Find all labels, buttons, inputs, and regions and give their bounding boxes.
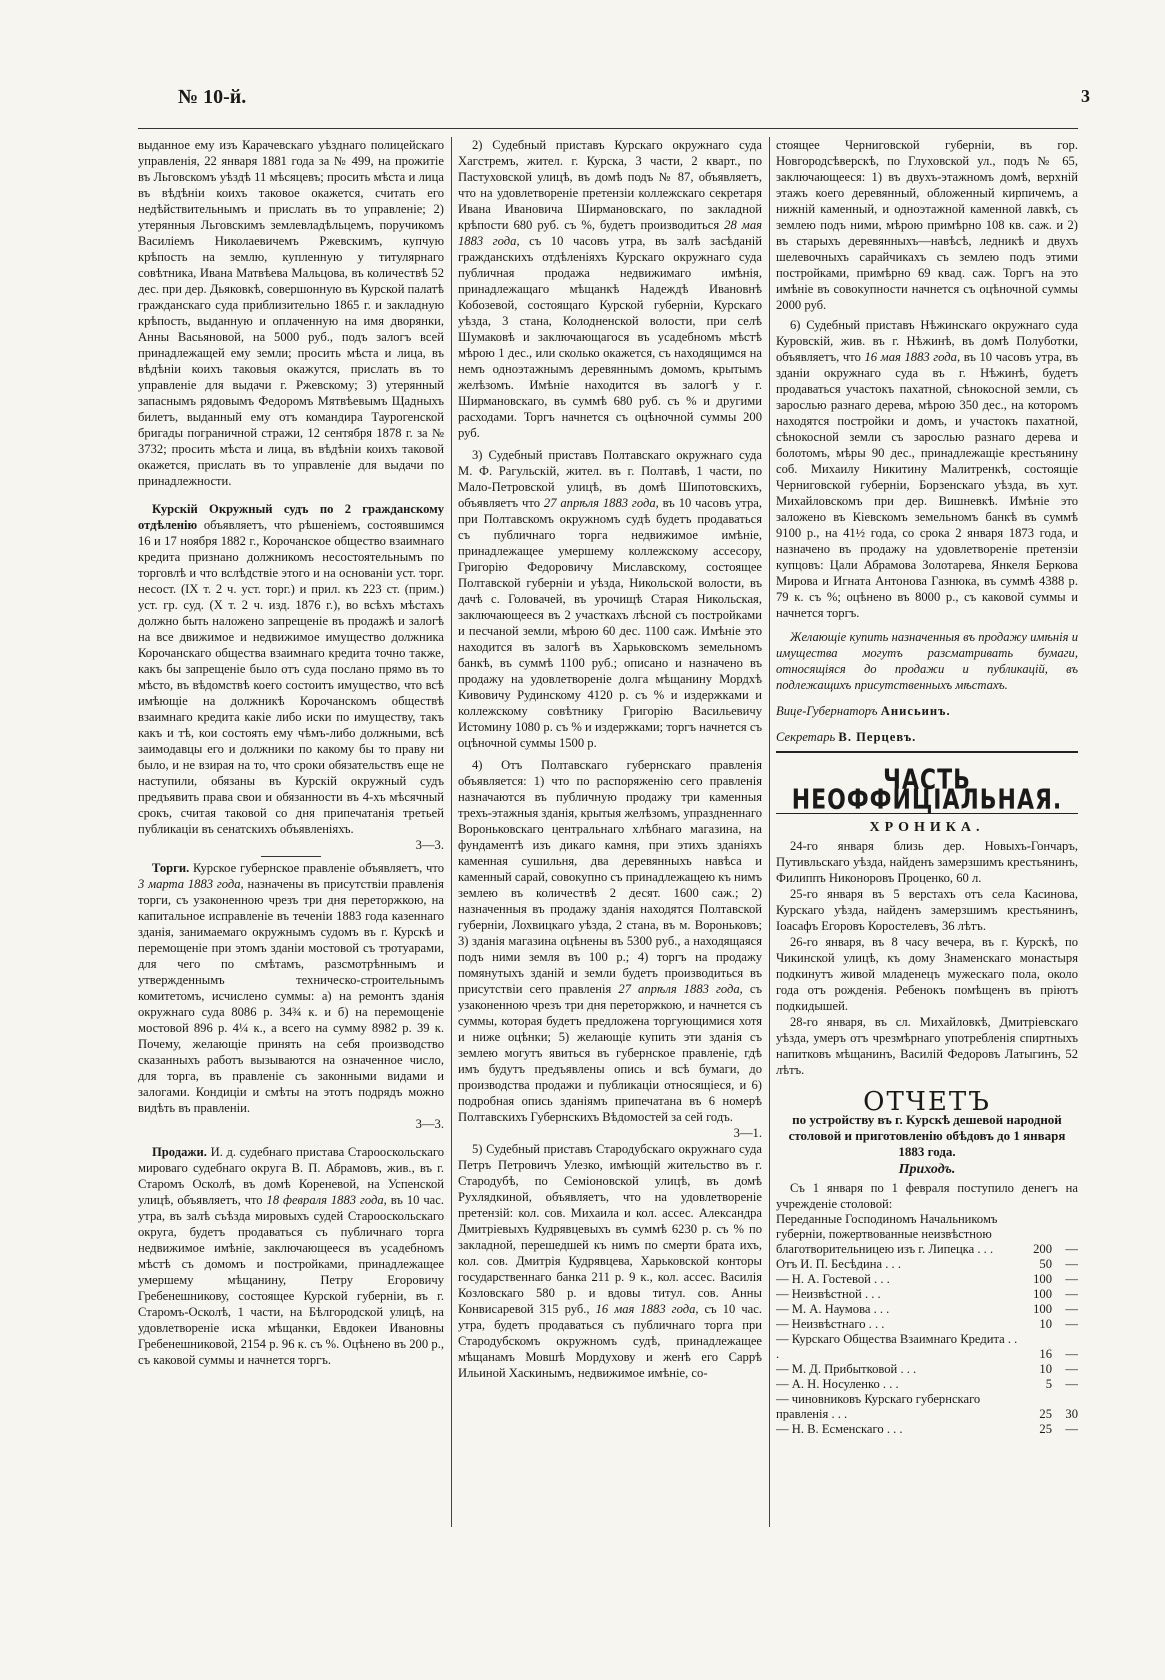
amount-kopecks: — (1065, 1302, 1078, 1316)
amount-rubles: 16 (1039, 1347, 1052, 1361)
auction-notice: Торги. Курское губернское правленіе объявляетъ, что 3 марта 1883 года, назначены въ присутствіи правленія торги, съ узаконенною чрезъ три дня переторжкою, на капитальное исправленіе въ теченіи 1883 года казеннаго зданія, занимаемаго окружнымъ судомъ въ г. Курскѣ и перемощеніе при этомъ зданіи мостовой съ тротуарами, для чего по смѣтамъ, разсмотрѣннымъ и утвержденнымъ техническо-строительнымъ комитетомъ, исчислено суммы: а) на ремонтъ зданія окружнаго суда 8086 р. 34¾ к. и б) на перемощеніе мостовой 896 р. 4¼ к., а всего на сумму 8982 р. 39 к. Почему, желающіе принять на себя производство сказанныхъ работъ вызываются на означенное число, для торга, въ правленіе съ законными видами и залогами. Кондиціи и смѣты на этотъ подрядъ можно видѣть въ правленіи. 3—3. (138, 861, 444, 1131)
report-title: ОТЧЕТЪ (863, 1087, 991, 1117)
table-row (776, 1317, 1078, 1332)
sales-heading: Продажи. (152, 1145, 207, 1159)
notice-paragraph: выданное ему изъ Карачевскаго уѣзднаго полицейскаго управленія, 22 января 1881 года за № 499, на прожитіе въ Льговскомъ уѣздѣ 11 мѣсяцевъ; просить мѣста и лица въ вѣдѣніи коихъ таковое окажется, считать его недѣйствительнымъ и прислать въ то управленіе; 2) утерянныя Льговскимъ землевладѣльцемъ, поручикомъ Василіемъ Николаевичемъ Ржевскимъ, купчую крѣпость на землю, купленную у титулярнаго совѣтника, Ивана Матвѣева Мальцова, въ количествѣ 52 дес. при дер. Дьяковкѣ, совершонную въ Курской палатѣ гражданскаго суда приблизительно 1865 г. и закладную крѣпость, выданную и оплаченную на имя дворянки, Анны Васьяновой, на 5000 руб., подъ залогъ всей принадлежащей ему земли; просить мѣста и лица, въ вѣдѣніи коихъ таковыя окажутся, прислать въ то управленіе для выдачи г. Ржевскому; 3) утерянный запаснымъ рядовымъ Федоромъ Мятвѣевымъ Щадныхъ билетъ, выданный ему отъ командира Таурогенской бригады пограничной стражи, 12 сентября 1878 г. за № 3732; просить мѣста и лица, въ вѣдѣніи коихъ таковой окажется, прислать въ то управленіе для выдачи по принадлежности. (138, 138, 444, 488)
amount-kopecks: 30 (1065, 1407, 1078, 1421)
issue-number: № 10-й. (178, 86, 247, 108)
column-2 (458, 137, 762, 1527)
sale-notice-3: 3) Судебный приставъ Полтавскаго окружнаго суда М. Ф. Рагульскій, жител. въ г. Полтавѣ, 1 части, по Мало-Петровской улицѣ, въ домѣ Шипотовскихъ, объявляетъ что 27 апрѣля 1883 года, въ 10 часовъ утра, при Полтавскомъ окружномъ судѣ будетъ продаваться съ публичнаго торга недвижимое имѣніе, принадлежащее умершему коллежскому ассесору, Григорію Федоровичу Миславскому, состоящее Полтавской губерніи и уѣзда, Никольской волости, въ дачѣ с. Головачей, въ урочищѣ Старая Никольская, заключающееся въ 2 участкахъ лѣсной съ постройками и песчаной земли, мѣрою 60 дес. 1100 саж. Имѣніе это находится въ залогѣ въ Харьковскомъ земельномъ банкѣ, въ суммѣ 1100 руб.; описано и назначено въ продажу на удовлетвореніе долга мѣщанину Мордхѣ Кивовичу Рудинскому 4120 р. съ % и издержками и коллежскому совѣтнику Григорію Васильевичу Истомину 1080 р. съ % и издержками; торгъ начнется съ оцѣночной суммы 1500 р. (458, 448, 762, 750)
amount-kopecks: — (1065, 1347, 1078, 1361)
closing-note: Желающіе купить назначенныя въ продажу имѣнія и имущества могутъ разсматривать бумаги, относящіяся до продажи и публикацій, въ подлежащихъ присутственныхъ мѣстахъ. (776, 630, 1078, 692)
publication-count: 3—3. (415, 1117, 444, 1131)
column-rule (769, 137, 770, 1527)
table-row (776, 1422, 1078, 1437)
donor-name: — М. А. Наумова . . . (776, 1302, 890, 1316)
amount-rubles: 100 (1033, 1302, 1052, 1316)
table-row (776, 1332, 1078, 1362)
amount-rubles: 10 (1039, 1317, 1052, 1331)
amount-kopecks: — (1065, 1272, 1078, 1286)
sale-notice-6: 6) Судебный приставъ Нѣжинскаго окружнаго суда Куровскій, жив. въ г. Нѣжинѣ, въ домѣ Полуботки, объявляетъ, что 16 мая 1883 года, въ 10 часовъ утра, въ зданіи окружнаго суда въ г. Нѣжинѣ, будетъ продаваться участокъ пахатной, сѣнокосной земли, съ зарослью разнаго дерева, мѣрою 350 дес., на которомъ находятся постройки и домъ, и участокъ пахатной, сѣнокосной земли съ зарослью разнаго дерева и болотомъ, мѣры 90 дес., принадлежащіе крестьянину соб. Михаилу Никитину Малитренкѣ, состоящіе Черниговской губерніи, Борзенскаго уѣзда, въ хут. Михайловскомъ при дер. Вишневкѣ. Имѣніе это заложено въ Кіевскомъ земельномъ банкѣ въ суммѣ 9100 р., на 41½ года, со срока 2 января 1873 года, и назначено въ продажу на удовлетвореніе претензіи купцовъ: Цали Абрамова Золотарева, Янкеля Беркова Мирова и Игната Антонова Газнюка, въ суммѣ 4388 р. 79 к. съ %; оцѣнено въ 8000 р., съ каковой суммы и начнется торгъ. (776, 318, 1078, 620)
newspaper-page (138, 84, 1090, 1544)
sale-notice-continued: стоящее Черниговской губерніи, въ гор. Новгородсѣверскѣ, по Глуховской ул., подъ № 65, заключающееся: 1) въ двухъ-этажномъ домѣ, верхній этажъ коего деревянный, обложенный кирпичемъ, а нижній каменный, и одноэтажной каменной лавкѣ, съ землею подъ ними, мѣрою примѣрно 108 кв. саж. и 2) въ старыхъ деревянныхъ—навѣсѣ, ледникѣ и двухъ шелевочныхъ сарайчикахъ съ землею подъ этими постройками, примѣрно 69 квад. саж. Торгъ на это имѣніе въ совокупности начнется съ оцѣночной суммы 2000 руб. (776, 138, 1078, 312)
court-notice-heading: Курскій Окружный судъ по 2 гражданскому отдѣленію (138, 502, 444, 532)
amount-rubles: 25 (1039, 1422, 1052, 1436)
unofficial-section-title: ЧАСТЬ НЕОФФИЦІАЛЬНАЯ. (791, 764, 1063, 816)
column-rule (451, 137, 452, 1527)
publication-count: 3—3. (415, 838, 444, 852)
divider (261, 856, 321, 857)
chronicle-item: 25-го января въ 5 верстахъ отъ села Касинова, Курскаго уѣзда, найденъ замерзшимъ крестьянинъ, Іоасафъ Егоровъ Коростелевъ, 36 лѣтъ. (776, 887, 1078, 933)
chronicle-item: 24-го января близь дер. Новыхъ-Гончаръ, Путивльскаго уѣзда, найденъ замерзшимъ крестьянинъ, Филиппъ Никоноровъ Проценко, 60 л. (776, 839, 1078, 885)
income-heading: Приходъ. (898, 1162, 956, 1177)
donations-table (776, 1212, 1078, 1437)
amount-rubles: 200 (1033, 1242, 1052, 1256)
donor-name: — чиновниковъ Курскаго губернскаго правленія . . . (776, 1392, 981, 1421)
amount-rubles: 25 (1039, 1407, 1052, 1421)
columns (138, 129, 1078, 1529)
sale-notice-2: 2) Судебный приставъ Курскаго окружнаго суда Хагстремъ, жител. г. Курска, 3 части, 2 кварт., по Пастуховской улицѣ, въ домѣ подъ № 87, объявляетъ, что на удовлетвореніе претензіи коллежскаго секретаря Ивана Ивановича Ширмановскаго, по закладной крѣпости 680 руб. съ %, будетъ производиться 28 мая 1883 года, съ 10 часовъ утра, въ залѣ засѣданій гражданскихъ отдѣленіяхъ Курскаго окружнаго суда публичная продажа недвижимаго имѣнія, принадлежащаго мѣщанкѣ Надеждѣ Ивановнѣ Кобозевой, состоящаго Курской губерніи, Курскаго уѣзда, 3 стана, Колодненской волости, при селѣ Шумаковѣ и заключающагося въ усадебномъ мѣстѣ мѣрою 1 дес., или сколько окажется, съ находящимся на немъ одноэтажнымъ деревяннымъ домомъ, крытымъ желѣзомъ. Имѣніе находится въ залогѣ у г. Ширмановскаго, въ суммѣ 680 руб. съ % и другими расходами. Торгъ начнется съ оцѣночной суммы 200 руб. (458, 138, 762, 440)
sale-notice-5: 5) Судебный приставъ Стародубскаго окружнаго суда Петръ Петровичъ Улезко, имѣющій жительство въ г. Стародубѣ, по Семіоновской улицѣ, въ домѣ Рухлядкиной, объявляетъ, что на удовлетвореніе претензій: кол. сов. Михаила и кол. ассес. Александра Дмитріевыхъ Кудрявцевыхъ въ суммѣ 6230 р. съ % по закладной, перешедшей къ нимъ по смерти брата ихъ, кол. сов. Дмитрія Кудрявцева, Харьковской конторы государственнаго банка 211 р. 9 к., кол. ассес. Василія Козловскаго 580 р. и вдовы титул. сов. Анны Конвисаревой 315 руб., 16 мая 1883 года, съ 10 час. утра, будетъ продаваться съ публичнаго торга при Стародубскомъ окружномъ судѣ, принадлежащее мѣщанамъ Мовшѣ Мордухову и женѣ его Саррѣ Ильиной Хаскинымъ, недвижимое имѣніе, со- (458, 1142, 762, 1380)
auction-date: 3 марта 1883 года, (138, 877, 244, 891)
table-row (776, 1362, 1078, 1377)
page-header (138, 84, 1090, 129)
table-row (776, 1302, 1078, 1317)
amount-kopecks: — (1065, 1422, 1078, 1436)
amount-kopecks: — (1065, 1242, 1078, 1256)
auction-heading: Торги. (152, 861, 190, 875)
donor-name: — Курскаго Общества Взаимнаго Кредита . . . (776, 1332, 1018, 1361)
donor-name: — Н. В. Есменскаго . . . (776, 1422, 903, 1436)
report-subtitle: по устройству въ г. Курскѣ дешевой народной столовой и приготовленію обѣдовъ до 1 января 1883 года. (788, 1112, 1066, 1159)
sales-notice: Продажи. И. д. судебнаго пристава Старооскольскаго мироваго судебнаго округа В. П. Абрамовъ, жив., въ г. Старомъ Осколѣ, въ домѣ Кореневой, на Успенской улицѣ, объявляетъ, что 18 февраля 1883 года, въ 10 час. утра, въ залѣ съѣзда мировыхъ судей Старооскольскаго округа, будетъ продаваться съ публичнаго торга недвижимое имѣніе, заключающееся въ усадебномъ мѣстѣ съ домомъ и постройками, принадлежащее умершему мѣщанину, Петру Егоровичу Гребенешникову, состоящее Курской губерніи, въ г. Старомъ-Осколѣ, 1 части, на Бѣлгородской улицѣ, на удовлетвореніе иска мѣщанки, Евдокеи Ивановны Гребенешниковой, 2154 р. 96 к. съ %. Оцѣнено въ 200 р., съ каковой суммы и начнется торгъ. (138, 1145, 444, 1367)
column-3 (776, 137, 1078, 1527)
amount-rubles: 10 (1039, 1362, 1052, 1376)
publication-count: 3—1. (733, 1126, 762, 1140)
amount-rubles: 5 (1045, 1377, 1052, 1391)
amount-kopecks: — (1065, 1377, 1078, 1391)
amount-kopecks: — (1065, 1287, 1078, 1301)
table-row (776, 1287, 1078, 1302)
chronicle-heading: ХРОНИКА. (869, 820, 985, 835)
chronicle-item: 26-го января, въ 8 часу вечера, въ г. Курскѣ, по Чикинской улицѣ, къ дому Знаменскаго монастыря подкинутъ живой младенецъ мужескаго пола, около года отъ рожденія. Ребенокъ помѣщенъ въ пріютъ подкидышей. (776, 935, 1078, 1013)
donor-name: — Н. А. Гостевой . . . (776, 1272, 890, 1286)
amount-kopecks: — (1065, 1362, 1078, 1376)
amount-rubles: 100 (1033, 1287, 1052, 1301)
section-rule (776, 751, 1078, 753)
table-row (776, 1392, 1078, 1422)
column-1 (138, 137, 444, 1527)
sale-date: 18 февраля 1883 года, (266, 1193, 387, 1207)
donor-name: Переданные Господиномъ Начальникомъ губерніи, пожертвованные неизвѣстною благотворительницею изъ г. Липецка . . . (776, 1212, 998, 1256)
table-row (776, 1257, 1078, 1272)
amount-rubles: 100 (1033, 1272, 1052, 1286)
page-number: 3 (1081, 86, 1090, 106)
donor-name: — М. Д. Прибытковой . . . (776, 1362, 917, 1376)
table-row (776, 1212, 1078, 1257)
table-row (776, 1272, 1078, 1287)
donor-name: Отъ И. П. Бесѣдина . . . (776, 1257, 901, 1271)
amount-kopecks: — (1065, 1317, 1078, 1331)
amount-rubles: 50 (1039, 1257, 1052, 1271)
signature-secretary: Секретарь В. Перцевъ. (776, 730, 917, 744)
signature-vice-governor: Вице-Губернаторъ Анисьинъ. (776, 704, 951, 718)
donor-name: — А. Н. Носуленко . . . (776, 1377, 899, 1391)
donor-name: — Неизвѣстной . . . (776, 1287, 881, 1301)
court-notice: Курскій Окружный судъ по 2 гражданскому отдѣленію объявляетъ, что рѣшеніемъ, состоявшимся 16 и 17 ноября 1882 г., Корочанское общество взаимнаго кредита признано должникомъ несостоятельнымъ по торговлѣ и что вслѣдствіе этого и на основаніи уст. торг. несост. (IX т. 2 ч. уст. торг.) и прил. къ 223 ст. (прим.) уст. гр. суд. (X т. 2 ч. изд. 1876 г.), во всѣхъ мѣстахъ должно быть наложено запрещеніе въ продажѣ и залогѣ на все движимое и недвижимое имущество должника Корочанскаго общества взаимнаго кредита точно также, какъ бы запрещеніе было отъ суда послано прямо въ то мѣсто, въ вѣдомствѣ коего состоитъ имущество, что всѣ имѣющіе на должникѣ Корочанскомъ обществѣ взаимнаго кредита какіе либо иски по имуществу, такъ какъ и тѣ, кои состоять ему чѣмъ-либо должными, всѣ заимодавцы его и должники по какому бы то праву ни было, и не взирая на то, что сроки обязательствъ еще не наступили, обязаны въ Курскій окружный судъ предъявить права свои и обязанности въ 4-хъ мѣсячный срокъ, считая таковой со дня припечатанія третьей публикаціи въ сенатскихъ объявленіяхъ. 3—3. (138, 502, 444, 852)
chronicle-item: 28-го января, въ сл. Михайловкѣ, Дмитріевскаго уѣзда, умеръ отъ чрезмѣрнаго употребленія спиртныхъ напитковъ мѣщанинъ, Василій Федоровъ Латыгинъ, 52 лѣтъ. (776, 1015, 1078, 1077)
sale-notice-4: 4) Отъ Полтавскаго губернскаго правленія объявляется: 1) что по распоряженію сего правленія назначаются въ публичную продажу три каменныя трехъ-этажныя зданія, крытыя желѣзомъ, упраздненнаго Вороньковскаго центральнаго хлѣбнаго магазина, на фундаментѣ изъ дикаго камня, при этихъ зданіяхъ каменная сушильня, два деревянныхъ навѣса и каменный сарай, совокупно съ принадлежащею къ нимъ землею въ количествѣ 2 десят. 1600 саж.; 2) назначенныя въ продажу зданія находятся Полтавской губерніи, Лохвицкаго уѣзда, 2 стана, въ м. Вороньковъ; 3) зданія магазина оцѣнены въ 5300 руб., а находящаяся подъ ними земля въ 100 р.; 4) торгъ на продажу помянутыхъ зданій и земли будетъ производиться въ присутствіи сего правленія 27 апрѣля 1883 года, съ узаконенною чрезъ три дня переторжкою, и начнется съ суммы, которая будетъ предложена торгующимися хотя и ниже оцѣнки; 5) желающіе купить эти зданія съ землею могутъ явиться въ губернское правленіе, гдѣ имъ будутъ предъявлены опись и всѣ бумаги, до производства продажи и публикаціи относящіеся, и 6) подробная опись зданіямъ припечатана въ 6 номерѣ Полтавскихъ Губернскихъ Вѣдомостей за сей годъ. 3—1. (458, 758, 762, 1140)
table-row (776, 1377, 1078, 1392)
report-intro: Съ 1 января по 1 февраля поступило денегъ на учрежденіе столовой: (776, 1181, 1078, 1211)
donor-name: — Неизвѣстнаго . . . (776, 1317, 885, 1331)
amount-kopecks: — (1065, 1257, 1078, 1271)
